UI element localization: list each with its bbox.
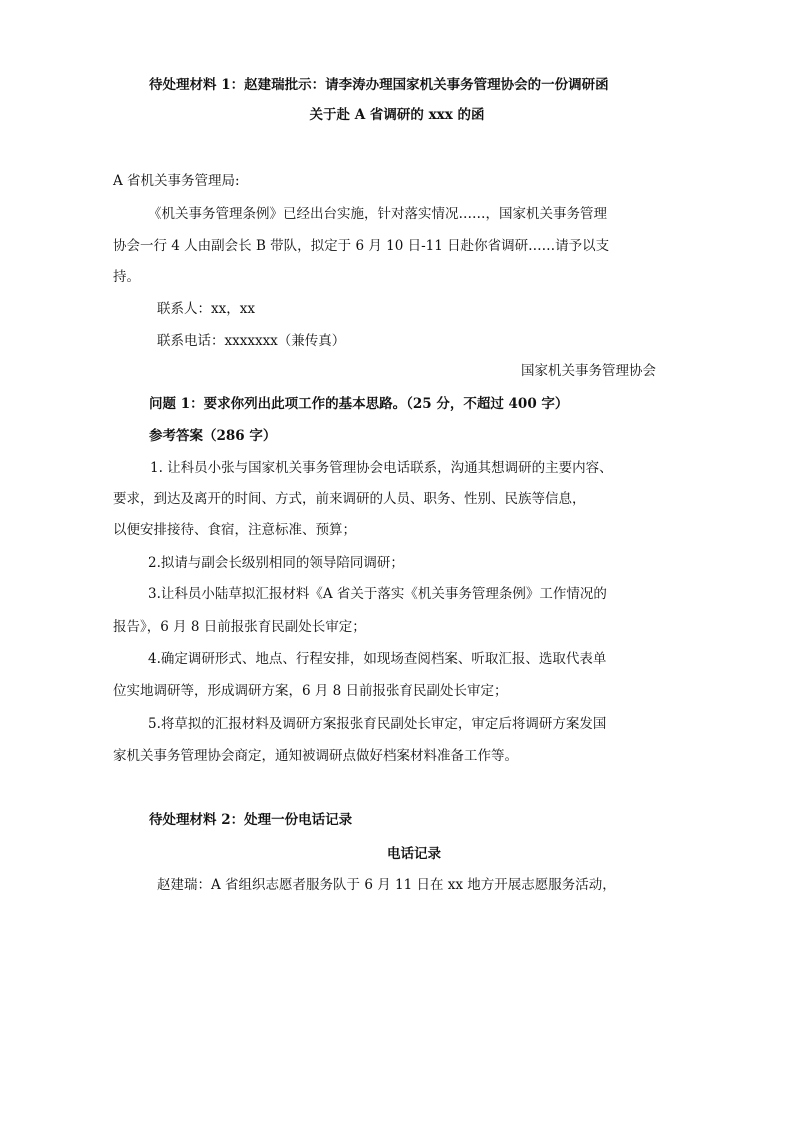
contact-phone: 联系电话：xxxxxxx（兼传真） (157, 333, 346, 349)
phone-record-line: 赵建瑞：A 省组织志愿者服务队于 6 月 11 日在 xx 地方开展志愿服务活动， (157, 877, 616, 893)
phone-record-title: 电话记录 (387, 846, 441, 862)
material1-heading: 待处理材料 1：赵建瑞批示：请李涛办理国家机关事务管理协会的一份调研函 (149, 77, 609, 93)
answer-line: 2.拟请与副会长级别相同的领导陪同调研； (148, 555, 404, 571)
answer-line: 报告》，6 月 8 日前报张育民副处长审定； (113, 619, 366, 635)
answer-line: 要求，到达及离开的时间、方式，前来调研的人员、职务、性别、民族等信息， (113, 491, 586, 507)
answer-heading: 参考答案（286 字） (149, 428, 277, 444)
letter-body-line: 协会一行 4 人由副会长 B 带队，拟定于 6 月 10 日-11 日赴你省调研……请予以支 (113, 238, 610, 254)
letter-recipient: A 省机关事务管理局: (113, 173, 240, 189)
question1-title: 问题 1：要求你列出此项工作的基本思路。（25 分，不超过 400 字） (149, 396, 569, 412)
letter-body-line: 《机关事务管理条例》已经出台实施，针对落实情况……，国家机关事务管理 (148, 206, 607, 222)
answer-line: 4.确定调研形式、地点、行程安排，如现场查阅档案、听取汇报、选取代表单 (148, 651, 607, 667)
answer-line: 5.将草拟的汇报材料及调研方案报张育民副处长审定，审定后将调研方案发国 (148, 716, 607, 732)
answer-line: 家机关事务管理协会商定，通知被调研点做好档案材料准备工作等。 (113, 748, 518, 764)
answer-line: 以便安排接待、食宿，注意标准、预算； (113, 522, 356, 538)
letter-body-line: 持。 (113, 269, 140, 285)
contact-person: 联系人：xx，xx (157, 301, 255, 317)
letter-title: 关于赴 A 省调研的 xxx 的函 (309, 107, 485, 123)
answer-line: 3.让科员小陆草拟汇报材料《A 省关于落实《机关事务管理条例》工作情况的 (148, 586, 607, 602)
material2-heading: 待处理材料 2：处理一份电话记录 (149, 812, 353, 828)
letter-signature: 国家机关事务管理协会 (521, 363, 656, 379)
answer-line: 1. 让科员小张与国家机关事务管理协会电话联系，沟通其想调研的主要内容、 (150, 460, 613, 476)
answer-line: 位实地调研等，形成调研方案，6 月 8 日前报张育民副处长审定； (113, 683, 508, 699)
